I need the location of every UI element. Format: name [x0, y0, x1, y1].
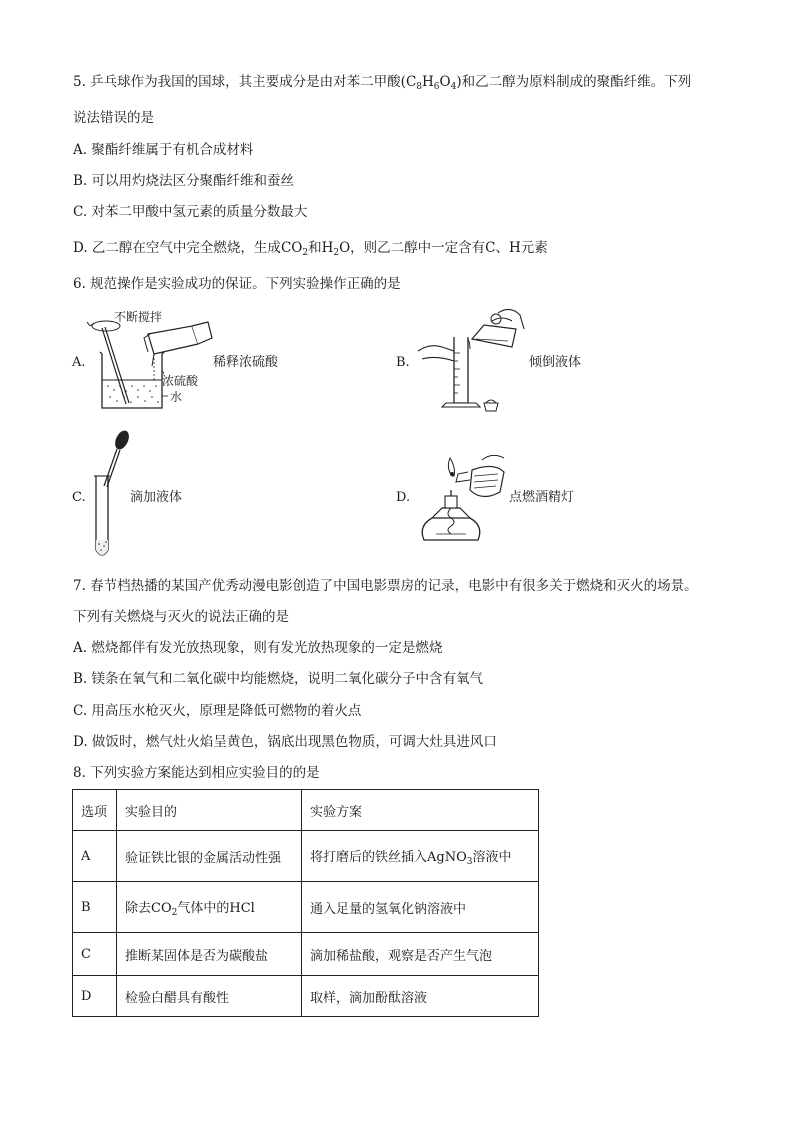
q6-a-letter: A.: [72, 355, 86, 370]
row-goal: 检验白醋具有酸性: [117, 976, 302, 1017]
row-goal: 推断某固体是否为碳酸盐: [117, 933, 302, 976]
header-plan: 实验方案: [302, 790, 539, 831]
row-goal: 除去$CO_2$气体中的HCl: [117, 882, 302, 933]
q7-option-d: D. 做饭时，燃气灶火焰呈黄色，锅底出现黑色物质，可调大灶具进风口: [73, 734, 497, 750]
q6-c-figure: [86, 428, 134, 564]
q6-a-label-acid: 浓硫酸: [162, 374, 199, 388]
header-goal: 实验目的: [117, 790, 302, 831]
q6-stem: 6. 规范操作是实验成功的保证。下列实验操作正确的是: [73, 276, 401, 292]
q8-stem: 8. 下列实验方案能达到相应实验目的的是: [73, 765, 320, 781]
q5-option-c: C. 对苯二甲酸中氢元素的质量分数最大: [73, 204, 308, 220]
q5-option-b: B. 可以用灼烧法区分聚酯纤维和蚕丝: [73, 173, 295, 189]
table-header-row: [73, 790, 539, 831]
q6-b-caption: 倾倒液体: [529, 355, 582, 370]
row-plan: 通入足量的氢氧化钠溶液中: [302, 882, 539, 933]
row-option: C: [73, 933, 117, 976]
row-option: A: [73, 831, 117, 882]
row-goal: 验证铁比银的金属活动性强: [117, 831, 302, 882]
q6-a-label-water: 水: [170, 390, 183, 404]
row-plan: 滴加稀盐酸，观察是否产生气泡: [302, 933, 539, 976]
q7-stem-line1: 7. 春节档热播的某国产优秀动漫电影创造了中国电影票房的记录，电影中有很多关于燃烧和灭火的场景。: [73, 578, 698, 594]
q6-b-figure: [412, 303, 532, 415]
q7-option-c: C. 用高压水枪灭火，原理是降低可燃物的着火点: [73, 703, 362, 719]
row-plan: 将打磨后的铁丝插入AgNO$_3$溶液中: [302, 831, 539, 882]
row-plan: 取样，滴加酚酞溶液: [302, 976, 539, 1017]
row-option: B: [73, 882, 117, 933]
q6-a-label-stir: 不断搅拌: [114, 310, 163, 324]
q7-stem-line2: 下列有关燃烧与灭火的说法正确的是: [73, 609, 289, 625]
q6-b-letter: B.: [396, 355, 410, 370]
q6-d-caption: 点燃酒精灯: [509, 490, 575, 505]
q5-option-d: D. 乙二醇在空气中完全燃烧，生成$CO_2$和$H_2O$，则乙二醇中一定含有C、H元素: [73, 240, 548, 258]
q5-stem-line2: 说法错误的是: [73, 110, 154, 126]
q8-table: [72, 789, 539, 1017]
row-option: D: [73, 976, 117, 1017]
q6-d-letter: D.: [396, 490, 411, 505]
q7-option-a: A. 燃烧都伴有发光放热现象，则有发光放热现象的一定是燃烧: [73, 640, 443, 656]
table-row: [73, 882, 539, 933]
q6-c-letter: C.: [72, 490, 86, 505]
q5-stem-line1: 5. 乒乓球作为我国的国球，其主要成分是由对苯二甲酸$(C_8H_6O_4)$和乙二醇为原料制成的聚酯纤维。下列: [73, 74, 692, 92]
q5-option-a: A. 聚酯纤维属于有机合成材料: [73, 142, 254, 158]
q6-c-caption: 滴加液体: [130, 490, 183, 505]
q5-formula: $(C_8H_6O_4)$: [400, 74, 462, 92]
header-option: 选项: [73, 790, 117, 831]
table-row: [73, 933, 539, 976]
q7-option-b: B. 镁条在氧气和二氧化碳中均能燃烧，说明二氧化碳分子中含有氧气: [73, 671, 484, 687]
q6-a-caption: 稀释浓硫酸: [213, 355, 279, 370]
table-row: [73, 976, 539, 1017]
table-row: [73, 831, 539, 882]
q6-d-figure: [412, 452, 512, 550]
